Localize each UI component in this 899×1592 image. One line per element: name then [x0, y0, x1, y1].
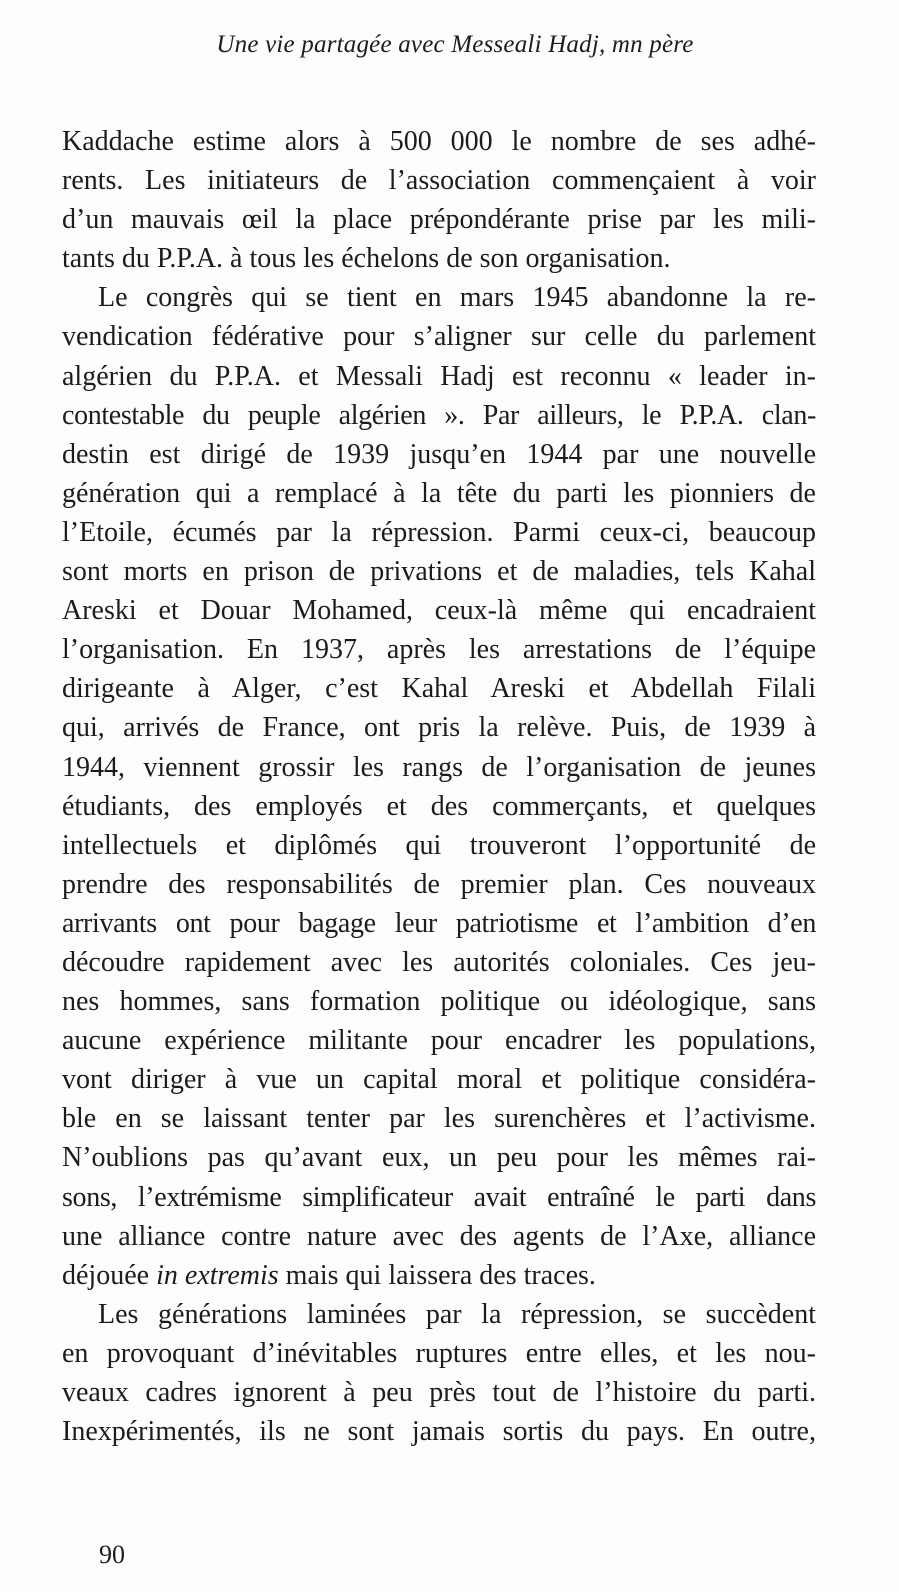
text-line: 1944, viennent grossir les rangs de l’organisation de jeunes: [62, 751, 816, 783]
text-line: contestable du peuple algérien ». Par ailleurs, le P.P.A. clan-: [62, 399, 816, 431]
text-line: prendre des responsabilités de premier plan. Ces nouveaux: [62, 868, 816, 900]
text-run: déjouée: [62, 1259, 157, 1291]
text-line: l’Etoile, écumés par la répression. Parmi ceux-ci, beaucoup: [62, 516, 816, 548]
text-line: sont morts en prison de privations et de maladies, tels Kahal: [62, 556, 816, 588]
text-line: Areski et Douar Mohamed, ceux-là même qui encadraient: [62, 595, 816, 627]
text-line: arrivants ont pour bagage leur patriotisme et l’ambition d’en: [62, 907, 816, 939]
text-line: dirigeante à Alger, c’est Kahal Areski et Abdellah Filali: [62, 673, 816, 705]
text-line: vont diriger à vue un capital moral et politique considéra-: [62, 1064, 816, 1096]
text-line: sons, l’extrémisme simplificateur avait entraîné le parti dans: [62, 1181, 816, 1213]
text-line: [62, 1256, 816, 1295]
page-number: 90: [99, 1540, 125, 1569]
text-line: algérien du P.P.A. et Messali Hadj est reconnu « leader in-: [62, 360, 816, 392]
text-line: N’oublions pas qu’avant eux, un peu pour les mêmes rai-: [62, 1142, 816, 1174]
running-header: [60, 28, 820, 62]
text-line: d’un mauvais œil la place prépondérante prise par les mili-: [62, 204, 816, 236]
text-line: une alliance contre nature avec des agents de l’Axe, alliance: [62, 1220, 816, 1252]
text-line: intellectuels et diplômés qui trouveront l’opportunité de: [62, 829, 816, 861]
text-line: découdre rapidement avec les autorités coloniales. Ces jeu-: [62, 946, 816, 978]
italic-phrase: in extremis: [156, 1259, 279, 1291]
paragraph-first-line: Les générations laminées par la répression, se succèdent: [98, 1298, 816, 1330]
text-line: en provoquant d’inévitables ruptures entre elles, et les nou-: [62, 1337, 816, 1369]
text-line: Kaddache estime alors à 500 000 le nombre de ses adhé-: [62, 126, 816, 157]
text-run: mais qui laissera des traces.: [278, 1259, 596, 1291]
body-text: [62, 122, 816, 1451]
text-line: veaux cadres ignorent à peu près tout de l’histoire du parti.: [62, 1377, 816, 1408]
text-line: qui, arrivés de France, ont pris la relève. Puis, de 1939 à: [62, 712, 816, 744]
paragraph-first-line: Le congrès qui se tient en mars 1945 abandonne la re-: [98, 282, 816, 314]
text-line: ble en se laissant tenter par les surenchères et l’activisme.: [62, 1103, 816, 1135]
text-line: tants du P.P.A. à tous les échelons de son organisation.: [62, 243, 671, 275]
text-line: génération qui a remplacé à la tête du parti les pionniers de: [62, 477, 816, 509]
text-line: étudiants, des employés et des commerçants, et quelques: [62, 790, 816, 822]
text-line: nes hommes, sans formation politique ou idéologique, sans: [62, 986, 816, 1018]
text-line: Inexpérimentés, ils ne sont jamais sortis du pays. En outre,: [62, 1416, 816, 1448]
text-line: vendication fédérative pour s’aligner sur celle du parlement: [62, 321, 816, 353]
text-line: aucune expérience militante pour encadrer les populations,: [62, 1025, 816, 1057]
text-line: rents. Les initiateurs de l’association commençaient à voir: [62, 165, 816, 197]
text-line: l’organisation. En 1937, après les arrestations de l’équipe: [62, 634, 816, 666]
text-line: destin est dirigé de 1939 jusqu’en 1944 par une nouvelle: [62, 438, 816, 470]
running-title: Une vie partagée avec Messeali Hadj, mn père: [216, 31, 694, 58]
